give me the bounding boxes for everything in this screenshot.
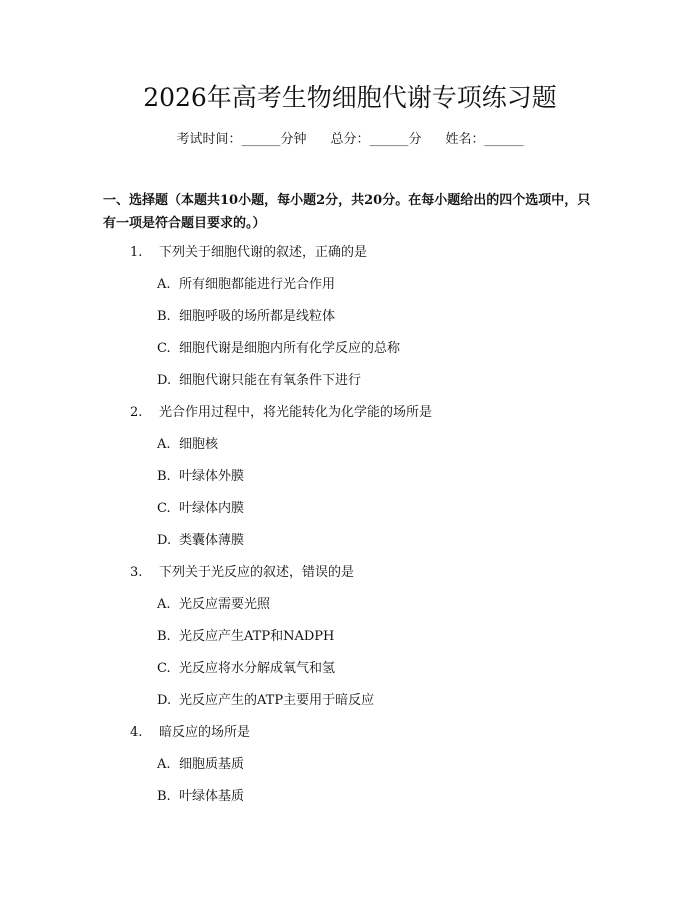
question-4-option-b <box>157 788 244 806</box>
option-letter: D. <box>157 693 172 708</box>
student-name-field: 姓名：______ <box>445 132 524 147</box>
question-text: 暗反应的场所是 <box>159 725 251 740</box>
option-text: 叶绿体内膜 <box>179 501 245 516</box>
option-letter: D. <box>157 533 172 548</box>
option-letter: A. <box>157 757 171 772</box>
question-2-option-a <box>157 436 218 454</box>
option-letter: C. <box>157 341 171 356</box>
question-3-option-a <box>157 596 270 614</box>
page-title: 2026年高考生物细胞代谢专项练习题 <box>143 83 557 112</box>
question-4-option-a <box>157 756 244 774</box>
option-text: 叶绿体外膜 <box>179 469 245 484</box>
option-letter: C. <box>157 661 171 676</box>
question-number: 3. <box>130 565 143 580</box>
option-text: 类囊体薄膜 <box>179 533 245 548</box>
question-1-option-b <box>157 308 335 326</box>
question-1-option-c <box>157 340 400 358</box>
question-number: 4. <box>130 725 143 740</box>
option-text: 细胞核 <box>179 437 219 452</box>
exam-time-field: 考试时间：______分钟 <box>176 132 307 147</box>
option-letter: D. <box>157 373 172 388</box>
option-text: 光反应将水分解成氧气和氢 <box>179 661 336 676</box>
option-text: 所有细胞都能进行光合作用 <box>179 277 336 292</box>
option-letter: A. <box>157 277 171 292</box>
exam-meta <box>0 130 700 150</box>
question-number: 2. <box>130 405 143 420</box>
question-3-option-d <box>157 692 374 710</box>
question-2-option-b <box>157 468 244 486</box>
option-letter: A. <box>157 437 171 452</box>
question-3 <box>130 564 354 582</box>
question-2 <box>130 404 432 422</box>
option-letter: A. <box>157 597 171 612</box>
question-2-option-c <box>157 500 244 518</box>
option-letter: B. <box>157 469 171 484</box>
question-text: 下列关于光反应的叙述，错误的是 <box>159 565 355 580</box>
question-1-option-d <box>157 372 361 390</box>
option-text: 光反应产生ATP和NADPH <box>179 629 335 644</box>
option-text: 细胞呼吸的场所都是线粒体 <box>179 309 336 324</box>
section-heading: 一、选择题（本题共10小题，每小题2分，共20分。在每小题给出的四个选项中，只有一项是符合题目要求的。） <box>103 193 591 231</box>
question-3-option-c <box>157 660 335 678</box>
question-text: 下列关于细胞代谢的叙述，正确的是 <box>159 245 368 260</box>
option-text: 细胞质基质 <box>179 757 245 772</box>
option-letter: B. <box>157 309 171 324</box>
option-text: 光反应产生的ATP主要用于暗反应 <box>179 693 375 708</box>
option-letter: C. <box>157 501 171 516</box>
question-2-option-d <box>157 532 244 550</box>
question-number: 1. <box>130 245 143 260</box>
question-text: 光合作用过程中，将光能转化为化学能的场所是 <box>159 405 433 420</box>
question-4 <box>130 724 250 742</box>
option-text: 细胞代谢只能在有氧条件下进行 <box>179 373 362 388</box>
option-letter: B. <box>157 789 171 804</box>
question-1-option-a <box>157 276 335 294</box>
question-1 <box>130 244 367 262</box>
option-text: 细胞代谢是细胞内所有化学反应的总称 <box>179 341 401 356</box>
option-letter: B. <box>157 629 171 644</box>
question-3-option-b <box>157 628 334 646</box>
option-text: 光反应需要光照 <box>179 597 271 612</box>
option-text: 叶绿体基质 <box>179 789 245 804</box>
total-score-field: 总分：______分 <box>330 132 422 147</box>
